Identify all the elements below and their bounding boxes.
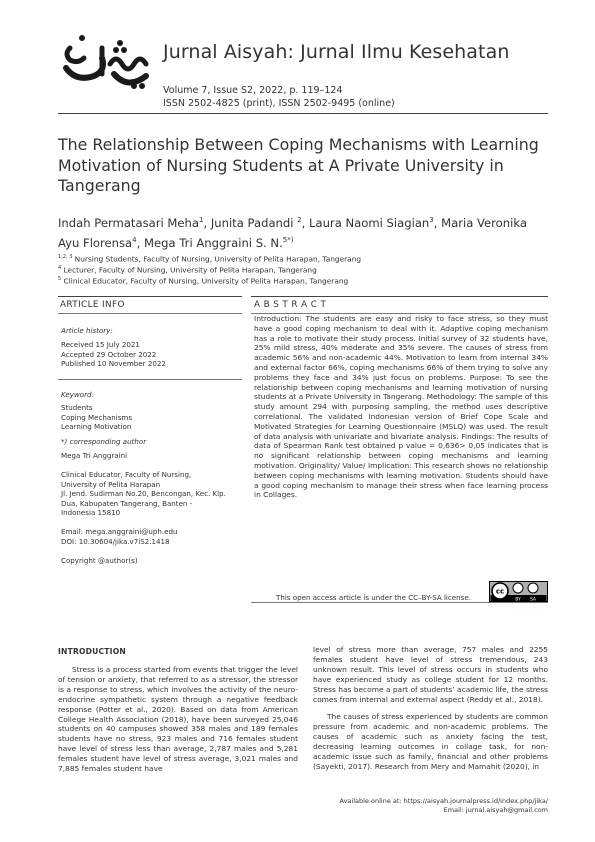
by-label: BY xyxy=(515,597,521,602)
journal-title: Jurnal Aisyah: Jurnal Ilmu Kesehatan xyxy=(163,41,510,63)
cc-icon: cc xyxy=(495,587,505,596)
author: Junita Padandi xyxy=(210,215,294,230)
history-label: Article history: xyxy=(61,326,113,335)
abstract-top-rule xyxy=(251,296,548,297)
keyword: Learning Motivation xyxy=(61,422,132,432)
address-line: Clinical Educator, Faculty of Nursing, xyxy=(61,470,192,480)
published-date: Published 10 November 2022 xyxy=(61,359,166,369)
keyword: Students xyxy=(61,403,93,413)
author-sup: 5*) xyxy=(282,235,294,244)
accepted-date: Accepted 29 October 2022 xyxy=(61,349,157,359)
author: Laura Naomi Siagian xyxy=(309,215,430,230)
paragraph: Stress is a process started from events that trigger the level of tension or anxiety, that referred to as a stressor, the stressor is a response to stress, which involves the activity of the neuro-endocrine sympathetic system through a negative feedback response (Potter et al., 2020). Based on data from American College Health Association (2018), have been surveyed 25,046 students on 40 campuses showed 358 males and 189 females students have no stress, 923 males and 716 females student have level of stress less than average, 2,787 males and 5,281 females student have level of stress average, 3,021 males and 7,885 females student have xyxy=(58,665,298,774)
intro-left-column xyxy=(58,665,298,774)
article-info-heading: ARTICLE INFO xyxy=(60,300,125,310)
address-line: University of Pelita Harapan xyxy=(61,479,161,489)
address-line: Jl. Jend. Sudirman No.20, Bencongan, Kec. Klp. xyxy=(61,489,226,499)
article-history xyxy=(61,326,241,369)
received-date: Received 15 July 2021 xyxy=(61,340,140,350)
author-list: Indah Permatasari Meha$^1$, Junita Padandi $^2$, Laura Naomi Siagian$^3$, Maria Veronika Ayu Florensa$^4$, Mega Tri Anggraini S. N.$^{5*)}$ xyxy=(58,215,527,250)
intro-right-column xyxy=(313,645,548,772)
footer-email[interactable]: Email: jurnal.aisyah@gmail.com xyxy=(443,806,548,814)
author-sup: 3 xyxy=(429,216,434,224)
corresponding-label: *) corresponding author xyxy=(61,436,147,446)
sa-label: SA xyxy=(529,597,537,602)
doi[interactable]: DOI: 10.30604/jika.v7iS2.1418 xyxy=(61,536,170,546)
copyright: Copyright @author(s) xyxy=(61,556,138,566)
article-info-top-rule xyxy=(58,296,242,297)
cc-by-sa-badge[interactable] xyxy=(489,581,548,602)
page-footer xyxy=(340,797,549,815)
journal-meta xyxy=(163,84,395,110)
corresponding-name: Mega Tri Anggraini xyxy=(61,451,128,461)
issn-line: ISSN 2502-4825 (print), ISSN 2502-9495 (online) xyxy=(163,98,395,109)
article-info-rule xyxy=(58,313,242,314)
author-sup: 2 xyxy=(297,216,302,224)
affiliation: $^5$ Clinical Educator, Faculty of Nursing, University of Pelita Harapan, Tangerang xyxy=(58,276,349,286)
corresponding-email[interactable]: Email: mega.anggraini@uph.edu xyxy=(61,527,178,537)
address-line: Dua, Kabupaten Tangerang, Banten - xyxy=(61,498,193,508)
affiliation: $^{1,2, 3}$ Nursing Students, Faculty of Nursing, University of Pelita Harapan, Tangerang xyxy=(58,254,362,264)
author-sup: 4 xyxy=(132,235,137,244)
author: Maria Veronika Ayu Florensa xyxy=(58,215,527,250)
author: Indah Permatasari Meha xyxy=(58,215,199,230)
author-sup: 1 xyxy=(199,216,204,224)
history-rule xyxy=(58,379,242,380)
keywords-block xyxy=(61,390,241,566)
paper-title: The Relationship Between Coping Mechanisms with Learning Motivation of Nursing Students at A Private University in Tangerang xyxy=(58,135,539,195)
license-text[interactable]: This open access article is under the CC–BY-SA license. xyxy=(276,593,471,602)
affiliations xyxy=(58,253,548,286)
footer-url[interactable]: Available online at: https://aisyah.journalpress.id/index.php/jika/ xyxy=(339,797,548,805)
keyword: Coping Mechanisms xyxy=(61,412,133,422)
abstract-text: Introduction: The students are easy and risky to face stress, so they must have a good coping mechanism to deal with it. Adaptive coping mechanism has a role to motivate their study process. Initial survey of 32 students have, 25% mild stress, 40% moderate and 35% severe. The causes of stress from academic 56% and non-academic 44%. Motivation to learn from internal 34% and external factor 66%, coping mechanisms 66% of them trying to solve any problems they face and 34% just focus on problems. Purpose: To see the relationship between coping mechanisms and learning motivation of nursing students at a Private University in Tangerang. Methodology: The sample of this study amount 294 with purposing sampling, the method uses descriptive correlational. The validated Indonesian version of Brief Cope Scale and Motivated Strategies for Learning Questionnaire (MSLQ) was used. The result of data analysis with univariate and bivariate analysis. Findings: The results of data of Spearman Rank test obtained p value = 0,636> 0,05 indicates that is no significant relationship between coping mechanisms and learning motivation. Originality/ Value/ Implication: This research shows no relationship between coping mechanisms with learning motivation. Students should have a good coping mechanism to manage their stress when face learning process in Collages. xyxy=(254,314,548,500)
author: Mega Tri Anggraini S. N. xyxy=(144,235,283,250)
address-line: Indonesia 15810 xyxy=(61,508,121,518)
header-rule xyxy=(58,113,548,114)
license-rule xyxy=(251,602,548,603)
paragraph: level of stress more than average, 757 males and 2255 females student have level of stress tremendous, 243 unknown result. This level of stress occurs in students who have experienced study as college student for 12 months. Stress has become a part of students’ academic life, the stress comes from internal and external aspect (Reddy et al., 2018). xyxy=(313,645,548,704)
abstract-heading: A B S T R A C T xyxy=(254,300,327,310)
keyword-label: Keyword: xyxy=(61,390,94,399)
introduction-heading: INTRODUCTION xyxy=(58,647,126,656)
journal-logo xyxy=(58,28,154,100)
paragraph: The causes of stress experienced by students are common pressure from academic and non-academic problems. The causes of academic such as anxiety facing the test, decreasing learning outcomes in collage task, for non-academic issue such as family, financial and other problems (Sayekti, 2017). Research from Mery and Mamahit (2020), in xyxy=(313,712,548,771)
affiliation: $^4$ Lecturer, Faculty of Nursing, University of Pelita Harapan, Tangerang xyxy=(58,265,317,275)
volume-line: Volume 7, Issue S2, 2022, p. 119–124 xyxy=(163,85,343,96)
